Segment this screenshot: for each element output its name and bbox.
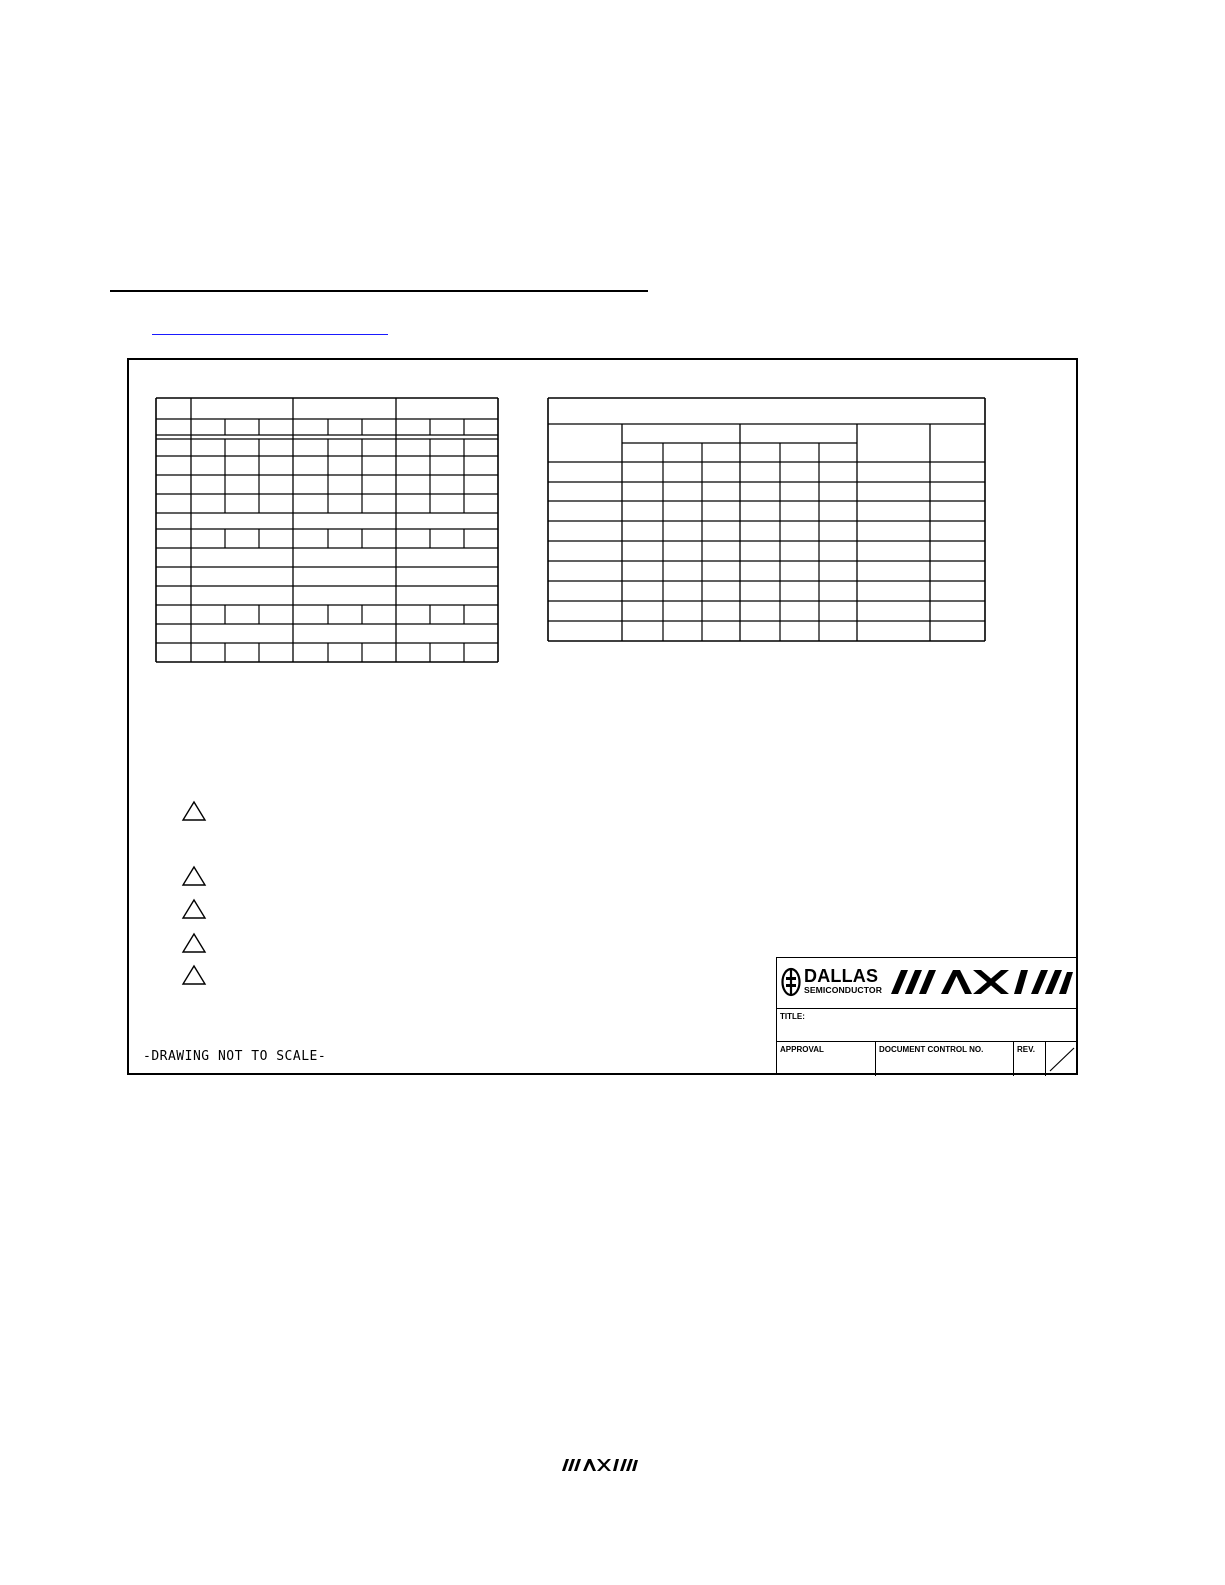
dallas-subtitle: SEMICONDUCTOR bbox=[804, 985, 883, 995]
approval-label: APPROVAL bbox=[780, 1045, 824, 1054]
note-triangle-icon bbox=[182, 899, 206, 919]
approval-cell bbox=[777, 1042, 876, 1076]
note-triangle-icon bbox=[182, 801, 206, 821]
revision-cell bbox=[1014, 1042, 1046, 1076]
note-triangle-icon bbox=[182, 965, 206, 985]
maxim-logo bbox=[889, 964, 1075, 1000]
dallas-logo-icon bbox=[781, 967, 801, 997]
footer-maxim-logo bbox=[561, 1457, 639, 1473]
document-control-label: DOCUMENT CONTROL NO. bbox=[879, 1045, 984, 1054]
title-block-title-row bbox=[777, 1009, 1078, 1042]
sheet-cell bbox=[1046, 1042, 1079, 1076]
title-block-logo-row bbox=[777, 958, 1078, 1009]
note-triangle-icon bbox=[182, 866, 206, 886]
package-link-underline[interactable] bbox=[152, 334, 388, 335]
variation-table-right bbox=[547, 397, 987, 643]
dallas-wordmark: DALLAS bbox=[804, 966, 879, 986]
title-block-bottom-row bbox=[777, 1042, 1078, 1076]
title-label: TITLE: bbox=[780, 1012, 805, 1021]
revision-label: REV. bbox=[1017, 1045, 1035, 1054]
drawing-scale-note: -DRAWING NOT TO SCALE- bbox=[143, 1049, 327, 1064]
section-heading-rule bbox=[110, 290, 648, 292]
dimension-table-left bbox=[155, 397, 499, 667]
title-block bbox=[776, 957, 1078, 1075]
note-triangle-icon bbox=[182, 933, 206, 953]
document-control-cell bbox=[876, 1042, 1014, 1076]
sheet-slash-icon bbox=[1046, 1042, 1079, 1076]
